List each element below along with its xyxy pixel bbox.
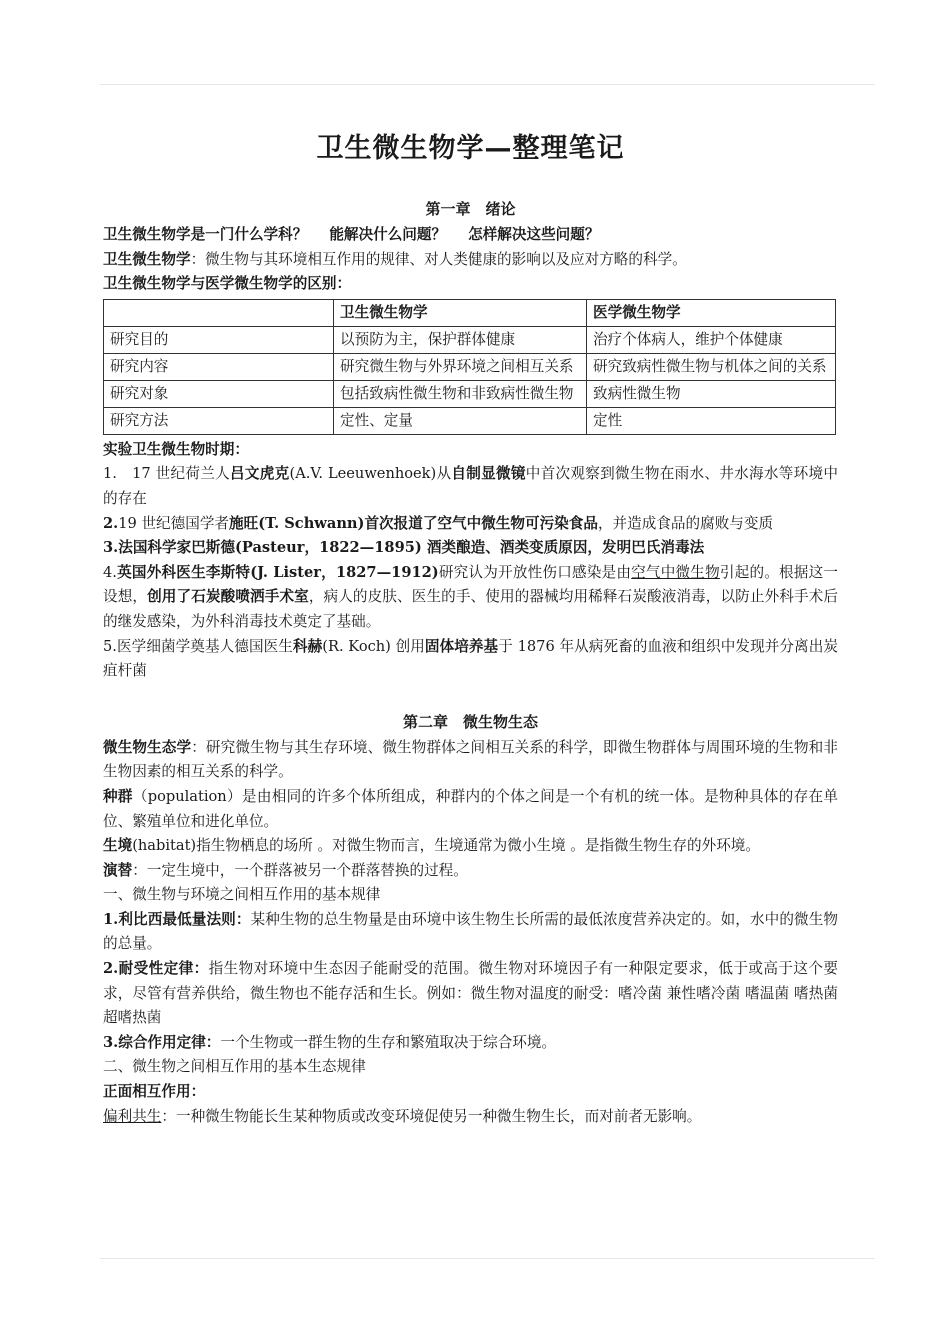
comparison-table	[103, 299, 836, 435]
history-bold: 2.	[103, 514, 119, 532]
history-text: 1. 17 世纪荷兰人	[103, 465, 230, 483]
term-text: 一个生物或一群生物的生存和繁殖取决于综合环境。	[220, 1033, 557, 1051]
table-cell: 治疗个体病人，维护个体健康	[587, 326, 836, 353]
comparison-heading: 卫生微生物学与医学微生物学的区别：	[103, 275, 352, 293]
table-cell: 以预防为主，保护群体健康	[334, 326, 587, 353]
law-2	[103, 957, 838, 1031]
table-cell: 研究对象	[104, 380, 334, 407]
history-bold: 英国外科医生李斯特(J. Lister，1827—1912)	[116, 563, 439, 581]
commensalism-definition	[103, 1105, 838, 1130]
history-bold: 吕文虎克	[230, 465, 290, 483]
habitat-definition	[103, 834, 838, 859]
history-item-5	[103, 635, 838, 684]
history-text: 5.医学细菌学奠基人德国医生	[103, 637, 293, 655]
history-text: 19 世纪德国学者	[118, 514, 230, 532]
table-header-cell	[104, 299, 334, 326]
history-item-1	[103, 462, 838, 511]
table-row	[104, 380, 836, 407]
history-text: (R. Koch) 创用	[322, 637, 425, 655]
definition-paragraph	[103, 248, 838, 273]
history-text: 中首次观察到微生物在雨水、井水海水等环境中的存在	[103, 465, 838, 507]
document-title: 卫生微生物学—整理笔记	[316, 133, 625, 164]
law-3	[103, 1031, 838, 1056]
period-heading: 实验卫生微生物时期：	[103, 440, 249, 458]
history-item-3: 3.法国科学家巴斯德(Pasteur，1822—1895) 酒类酿造、酒类变质原因，发明巴氏消毒法	[103, 539, 705, 557]
term-text: （population）是由相同的许多个体所组成，种群内的个体之间是一个有机的统一体。是物种具体的存在单位、繁殖单位和进化单位。	[103, 787, 838, 830]
history-text: 于 1876 年从病死畜的血液和组织中发现并分离出炭疽杆菌	[103, 637, 838, 680]
law-1	[103, 908, 838, 957]
term-text: ：研究微生物与其生存环境、微生物群体之间相互关系的科学，即微生物群体与周围环境的生物和非生物因素的相互关系的科学。	[103, 738, 838, 781]
term-bold: 种群	[103, 787, 133, 805]
table-row	[104, 353, 836, 380]
term-text: 某种生物的总生物量是由环境中该生物生长所需的最低浓度营养决定的。如，水中的微生物的总量。	[103, 910, 838, 953]
table-row	[104, 407, 836, 434]
history-bold: 科赫	[292, 637, 323, 655]
chapter-1-heading: 第一章 绪论	[425, 200, 516, 218]
history-text: (A.V. Leeuwenhoek)从	[289, 465, 452, 483]
question-1: 卫生微生物学是一门什么学科？	[103, 226, 308, 243]
term-bold: 生境	[103, 837, 133, 855]
population-definition	[103, 785, 838, 834]
table-cell: 研究致病性微生物与机体之间的关系	[587, 353, 836, 380]
history-text: ，并造成食品的腐败与变质	[597, 514, 774, 532]
positive-interaction-heading: 正面相互作用：	[103, 1083, 206, 1101]
table-cell: 定性、定量	[334, 407, 587, 434]
term-bold: 3.综合作用定律：	[103, 1033, 221, 1051]
intro-questions	[103, 223, 838, 248]
term-text: 指生物对环境中生态因子能耐受的范围。微生物对环境因子有一种限定要求，低于或高于这个要求，尽管有营养供给，微生物也不能存活和生长。例如：微生物对温度的耐受：嗜冷菌 兼性嗜冷菌 嗜温菌 嗜热菌 超嗜热菌	[103, 960, 838, 1027]
term-text: (habitat)指生物栖息的场所 。对微生物而言，生境通常为微小生境 。是指微生物生存的外环境。	[132, 837, 760, 855]
history-item-4	[103, 561, 838, 635]
document-page	[103, 118, 838, 1129]
history-bold: 施旺(T. Schwann)首次报道了空气中微生物可污染食品	[229, 514, 598, 532]
definition-term: 卫生微生物学	[103, 250, 191, 268]
chapter-2-heading: 第二章 微生物生态	[402, 712, 538, 731]
term-underline: 偏利共生	[103, 1107, 162, 1125]
succession-definition	[103, 859, 838, 884]
table-cell: 研究方法	[104, 407, 334, 434]
table-cell: 包括致病性微生物和非致病性微生物	[334, 380, 587, 407]
section-heading-2: 二、微生物之间相互作用的基本生态规律	[103, 1058, 366, 1076]
table-cell: 定性	[587, 407, 836, 434]
history-bold: 自制显微镜	[451, 465, 526, 483]
table-cell: 致病性微生物	[587, 380, 836, 407]
term-bold: 微生物生态学	[103, 738, 192, 756]
term-text: ：一定生境中，一个群落被另一个群落替换的过程。	[132, 861, 468, 879]
history-bold: 创用了石炭酸喷洒手术室	[147, 588, 309, 606]
history-item-2	[103, 512, 838, 537]
table-row	[104, 326, 836, 353]
table-cell: 研究内容	[104, 353, 334, 380]
history-bold: 固体培养基	[424, 637, 499, 655]
bottom-divider	[100, 1258, 875, 1259]
section-heading-1: 一、微生物与环境之间相互作用的基本规律	[103, 886, 381, 904]
history-text: 引起的。根据这一设想，	[103, 563, 838, 606]
table-header-row	[104, 299, 836, 326]
history-text: 4.	[103, 563, 117, 581]
term-bold: 演替	[103, 861, 133, 879]
term-text: ：一种微生物能长生某种物质或改变环境促使另一种微生物生长，而对前者无影响。	[161, 1107, 702, 1125]
table-header-cell: 卫生微生物学	[334, 299, 587, 326]
table-cell: 研究微生物与外界环境之间相互关系	[334, 353, 587, 380]
ecology-definition	[103, 736, 838, 785]
term-bold: 2.耐受性定律：	[103, 960, 209, 978]
history-underline: 空气中微生物	[631, 563, 720, 581]
question-3: 怎样解决这些问题？	[468, 226, 600, 243]
table-cell: 研究目的	[104, 326, 334, 353]
top-divider	[100, 84, 875, 85]
term-bold: 1.利比西最低量法则：	[103, 910, 251, 928]
history-text: 研究认为开放性伤口感染是由	[438, 563, 632, 581]
question-2: 能解决什么问题？	[329, 226, 447, 243]
history-text: ，病人的皮肤、医生的手、使用的器械均用稀释石炭酸液消毒，以防止外科手术后的继发感染，为外科消毒技术奠定了基础。	[103, 588, 838, 630]
table-header-cell: 医学微生物学	[587, 299, 836, 326]
definition-text: ：微生物与其环境相互作用的规律、对人类健康的影响以及应对方略的科学。	[190, 250, 687, 268]
